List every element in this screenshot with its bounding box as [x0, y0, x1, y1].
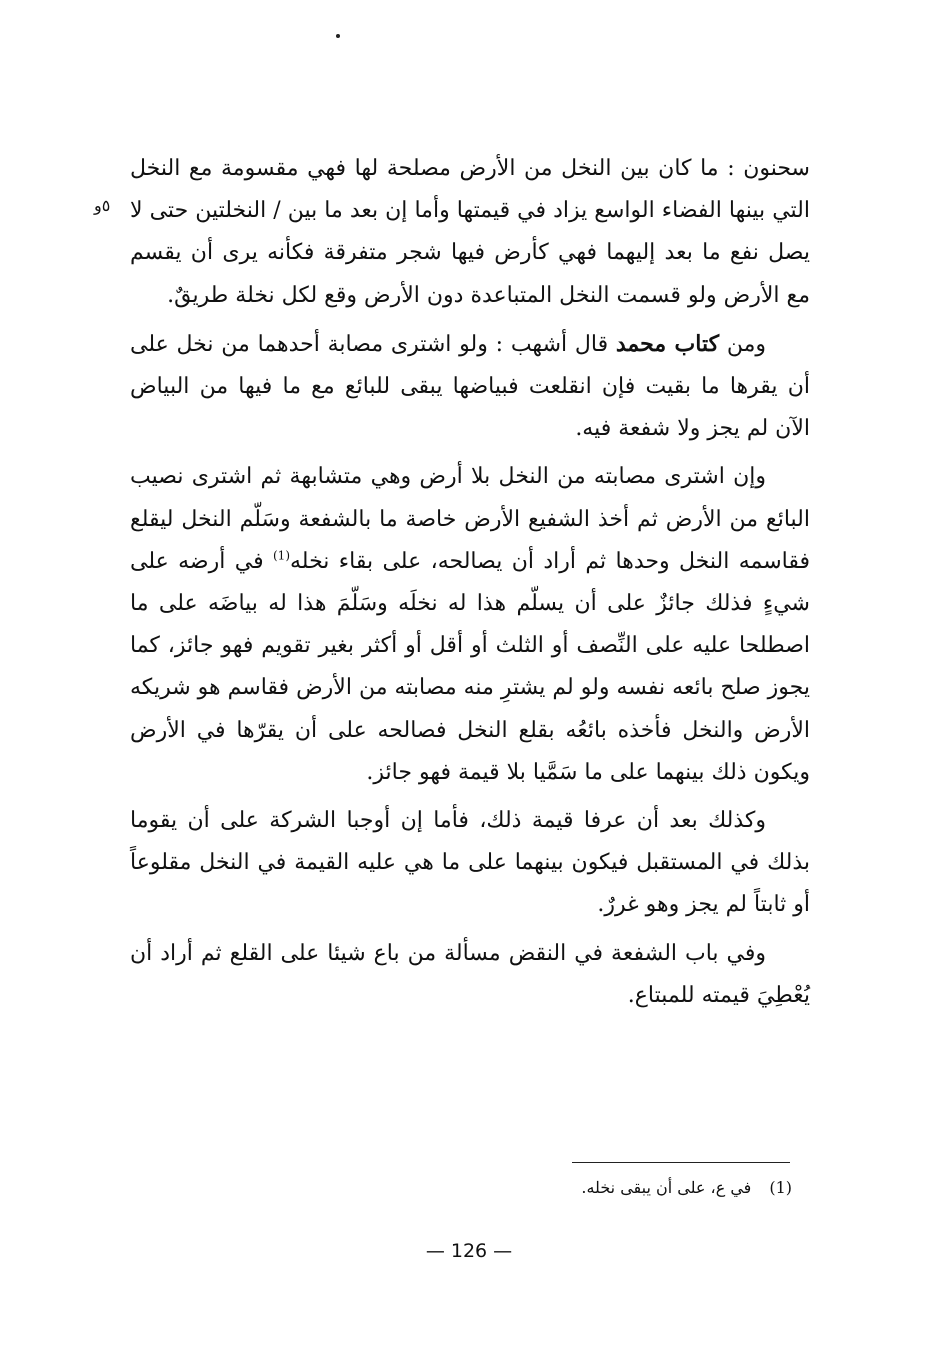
page-number: — 126 — — [425, 1240, 513, 1262]
paragraph-5: وفي باب الشفعة في النقض مسألة من باع شيئا على القلع ثم أراد أن يُعْطِيَ قيمته للمبتاع. — [130, 940, 810, 1008]
source-title: كتاب محمد — [615, 330, 720, 357]
paragraph-3-part-a: وإن اشترى مصابته من النخل بلا أرض وهي متشابهة ثم اشترى نصيب البائع من الأرض ثم أخذ الشفيع الأرض خاصة ما بالشفعة وسَلّم النخل ليقلع فقاسمه النخل وحدها ثم أراد أن يصالحه، على بقاء نخله — [130, 464, 810, 574]
paragraph-2-body: قال أشهب : ولو اشترى مصابة أحدهما من نخل على أن يقرها ما بقيت فإن انقلعت فبياضها يبقى للبائع مع ما فيها من البياض الآن لم يجز ولا شفعة فيه. — [130, 331, 810, 442]
main-text — [130, 148, 810, 1023]
paragraph-3-part-b: في أرضه على شيءٍ فذلك جائزٌ على أن يسلّم هذا له نخلَه وسَلّمَ هذا له بياضَه على ما اصطلحا عليه على النِّصف أو الثلث أو أقل أو أكثر بغير تقويم فهو جائز، كما يجوز صلح بائعه نفسه ولو لم يشترِ منه مصابته من الأرض فقاسم هو شريكه الأرض والنخل فأخذه بائعُه بقلع النخل فصالحه على أن يقرّها في الأرض ويكون ذلك بينهما على ما سَمَّيا بلا قيمة فهو جائز. — [130, 548, 810, 785]
top-mark — [336, 34, 340, 38]
footnote-text: في ع، على أن يبقى نخله. — [581, 1178, 752, 1197]
paragraph-1: سحنون : ما كان بين النخل من الأرض مصلحة لها فهي مقسومة مع النخل التي بينها الفضاء الواسع يزاد في قيمتها وأما إن بعد ما بين / النخلتين حتى لا يصل نفع ما بعد إليهما فهي كأرض فيها شجر متفرقة فكأنه يرى أن يقسم مع الأرض ولو قسمت النخل المتباعدة دون الأرض وقع لكل نخلة طريقٌ. — [130, 156, 810, 308]
margin-folio-note: ٥و — [94, 196, 111, 215]
paragraph-2 — [130, 323, 810, 451]
paragraph-4: وكذلك بعد أن عرفا قيمة ذلك، فأما إن أوجبا الشركة على أن يقوما بذلك في المستقبل فيكون بينهما على ما هي عليه القيمة في النخل مقلوعاً أو ثابتاً لم يجز وهو غررٌ. — [130, 808, 810, 918]
footnote-reference: (1) — [272, 548, 290, 563]
footnote-separator — [572, 1162, 790, 1163]
paragraph-3 — [130, 456, 810, 794]
paragraph-2-spacer — [608, 332, 616, 357]
footnote — [581, 1176, 792, 1200]
paragraph-2-lead: ومن — [719, 331, 767, 357]
footnote-number: (1) — [769, 1178, 792, 1197]
